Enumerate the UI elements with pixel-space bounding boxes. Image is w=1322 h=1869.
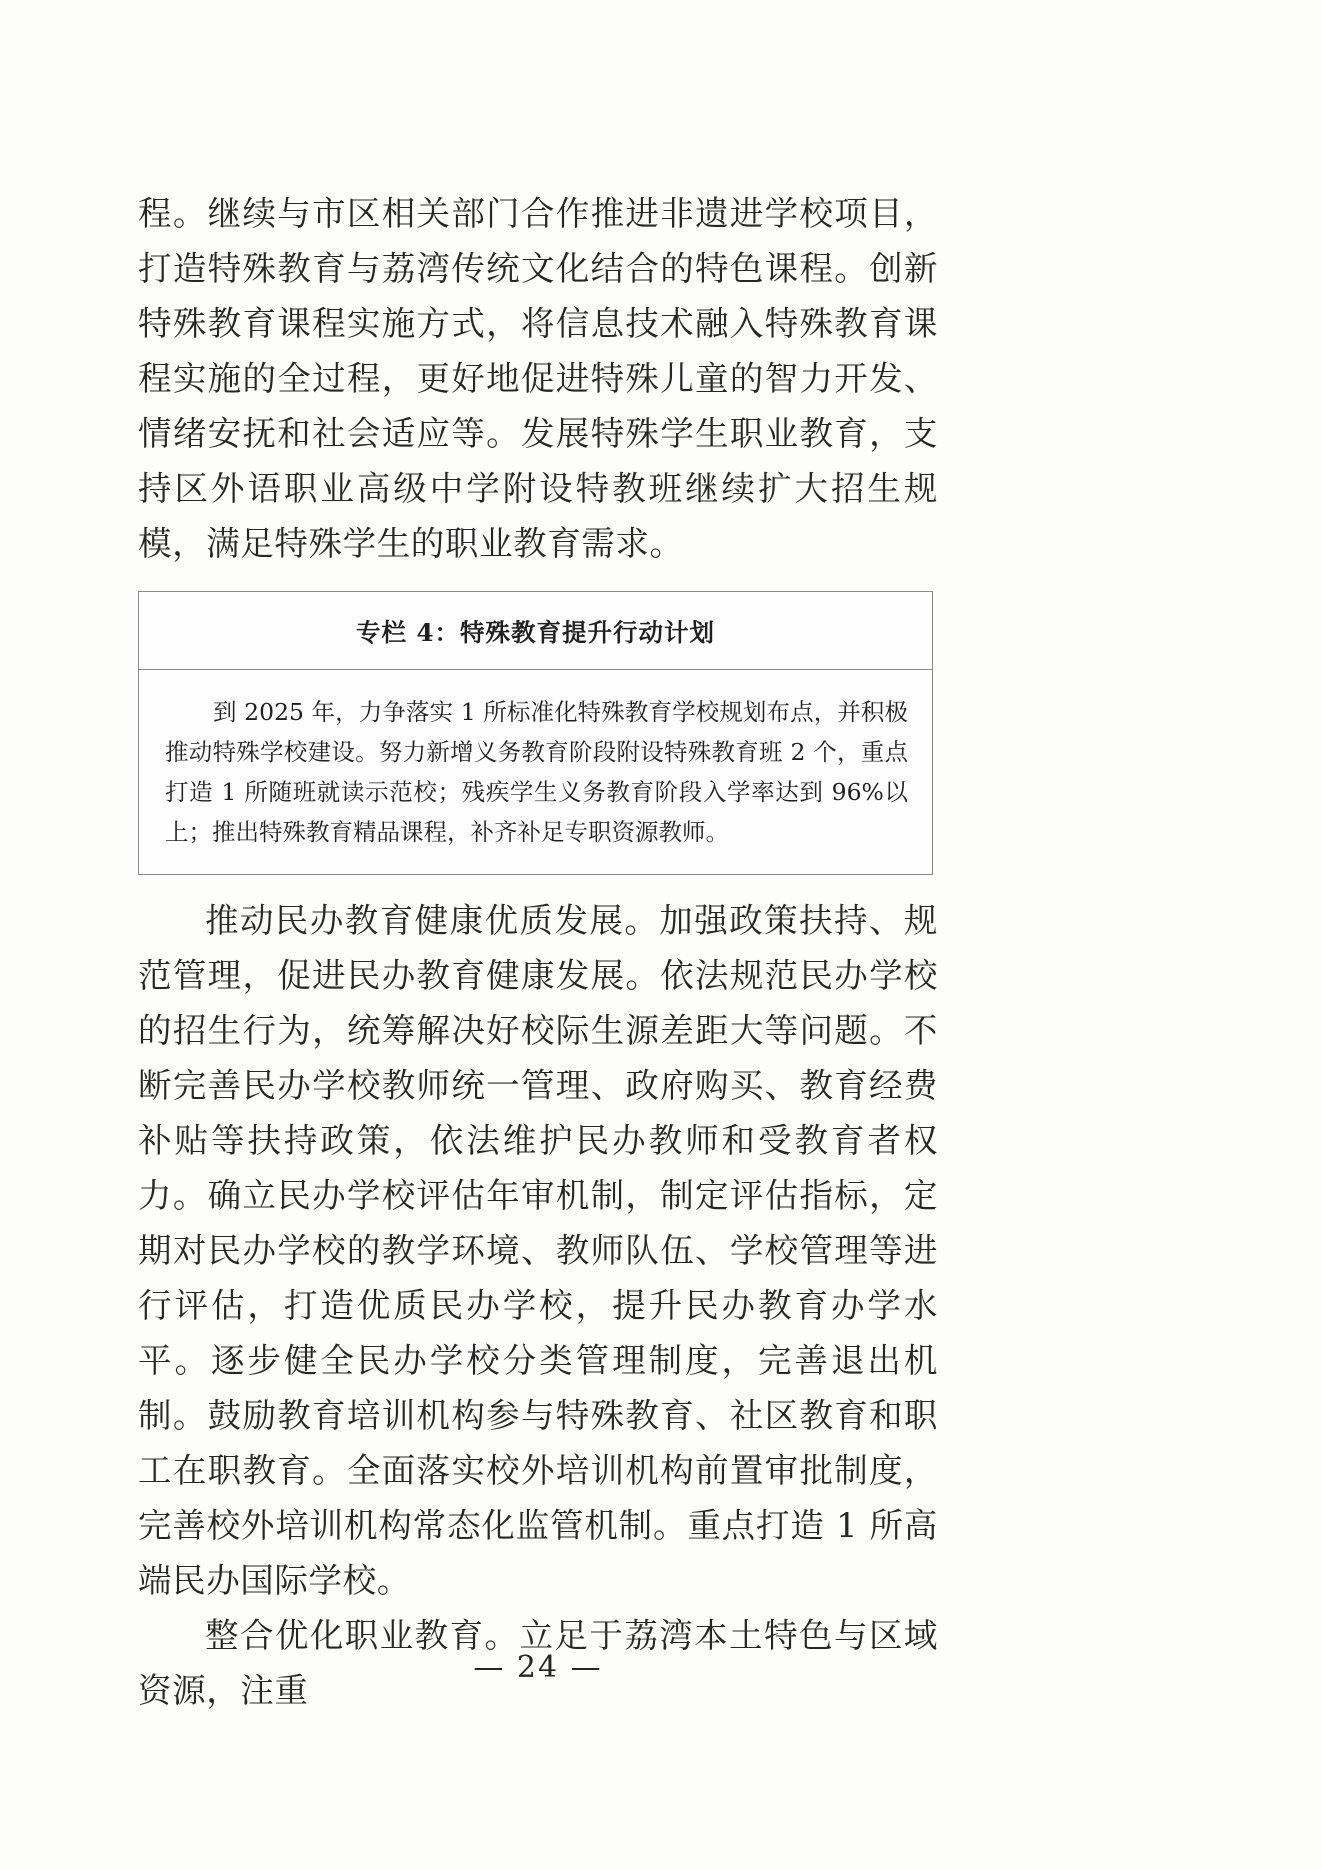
page-number: — 24 — <box>473 1650 603 1685</box>
callout-title: 专栏 4：特殊教育提升行动计划 <box>139 592 932 670</box>
paragraph-special-education-continued: 程。继续与市区相关部门合作推进非遗进学校项目，打造特殊教育与荔湾传统文化结合的特色课程。创新特殊教育课程实施方式，将信息技术融入特殊教育课程实施的全过程，更好地促进特殊儿童的智力开发、情绪安抚和社会适应等。发展特殊学生职业教育，支持区外语职业高级中学附设特教班继续扩大招生规模，满足特殊学生的职业教育需求。 <box>138 194 938 563</box>
callout-box-special-education-plan <box>138 591 933 875</box>
callout-body-text <box>139 670 932 874</box>
paragraph-vocational-education: 整合优化职业教育。立足于荔湾本土特色与区域资源，注重 <box>138 1616 938 1710</box>
page-content <box>138 186 938 1718</box>
paragraph-private-education: 推动民办教育健康优质发展。加强政策扶持、规范管理，促进民办教育健康发展。依法规范民办学校的招生行为，统筹解决好校际生源差距大等问题。不断完善民办学校教师统一管理、政府购买、教育经费补贴等扶持政策，依法维护民办教师和受教育者权力。确立民办学校评估年审机制，制定评估指标，定期对民办学校的教学环境、教师队伍、学校管理等进行评估，打造优质民办学校，提升民办教育办学水平。逐步健全民办学校分类管理制度，完善退出机制。鼓励教育培训机构参与特殊教育、社区教育和职工在职教育。全面落实校外培训机构前置审批制度，完善校外培训机构常态化监管机制。重点打造 1 所高端民办国际学校。 <box>138 901 938 1600</box>
callout-body-paragraph: 到 2025 年，力争落实 1 所标准化特殊教育学校规划布点，并积极推动特殊学校建设。努力新增义务教育阶段附设特殊教育班 2 个，重点打造 1 所随班就读示范校；残疾学生义务教育阶段入学率达到 96%以上；推出特殊教育精品课程，补齐补足专职资源教师。 <box>165 698 908 846</box>
